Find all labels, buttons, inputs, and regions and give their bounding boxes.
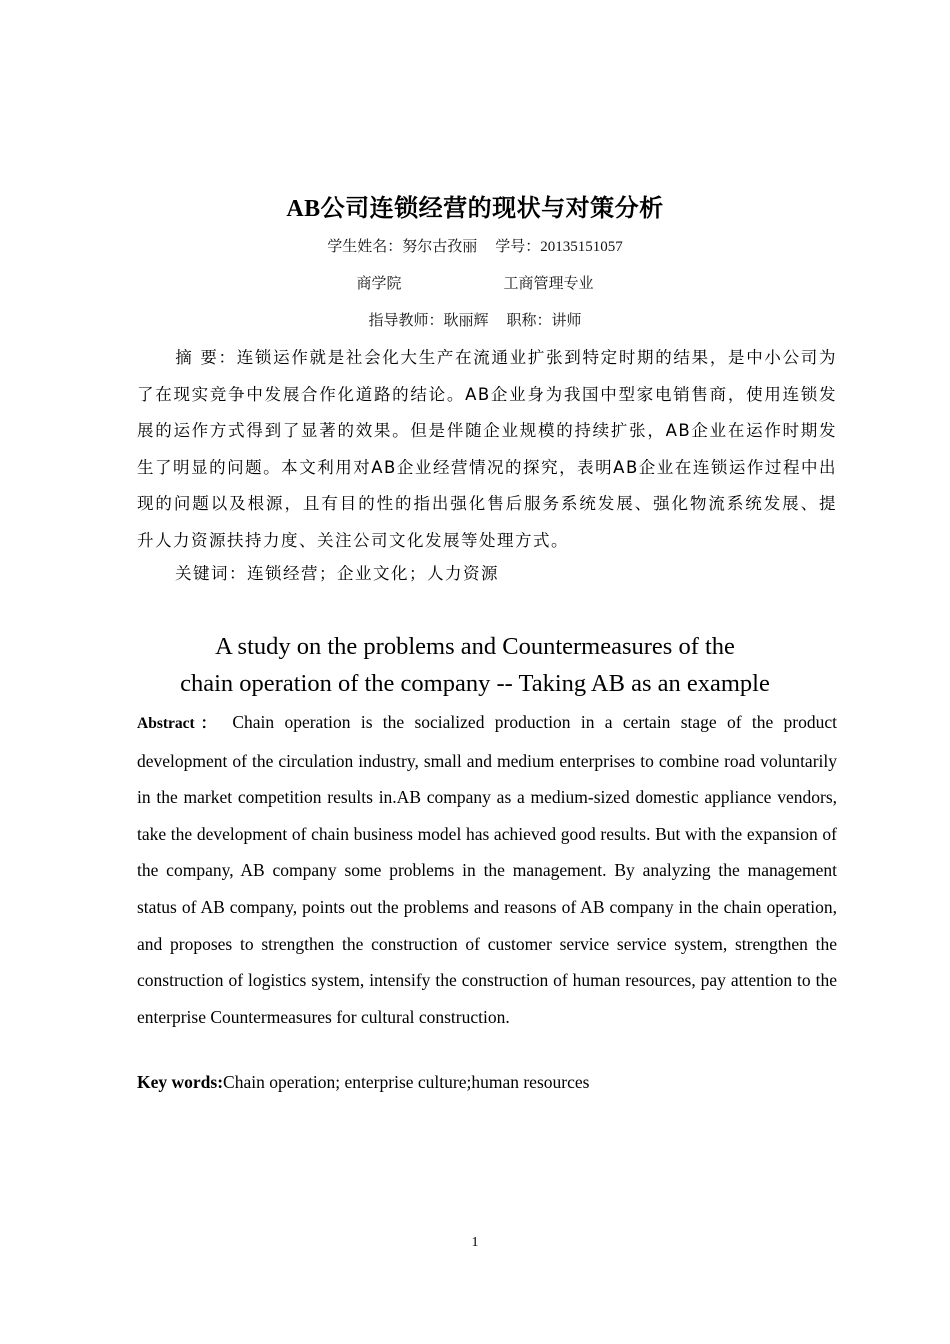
keywords-cn-text: 连锁经营；企业文化；人力资源 xyxy=(247,564,499,583)
keywords-cn-label: 关键词： xyxy=(175,564,247,583)
paper-title-en xyxy=(0,628,950,702)
paper-title-en-line1: A study on the problems and Countermeasures of the xyxy=(215,633,735,660)
department-info xyxy=(0,272,950,293)
keywords-en-label: Key words: xyxy=(137,1072,224,1092)
advisor-info xyxy=(0,309,950,330)
abstract-cn xyxy=(137,340,837,559)
keywords-en xyxy=(137,1072,589,1093)
abstract-cn-label: 摘 要： xyxy=(175,348,237,367)
student-info xyxy=(0,235,950,256)
paper-title-en-line2: chain operation of the company -- Taking AB as an example xyxy=(180,670,770,697)
keywords-cn xyxy=(175,560,499,584)
student-id: 学号：20135151057 xyxy=(495,239,623,255)
abstract-cn-text: 连锁运作就是社会化大生产在流通业扩张到特定时期的结果，是中小公司为了在现实竞争中发展合作化道路的结论。AB企业身为我国中型家电销售商，使用连锁发展的运作方式得到了显著的效果。但是伴随企业规模的持续扩张，AB企业在运作时期发生了明显的问题。本文利用对AB企业经营情况的探究，表明AB企业在连锁运作过程中出现的问题以及根源，且有目的性的指出强化售后服务系统发展、强化物流系统发展、提升人力资源扶持力度、关注公司文化发展等处理方式。 xyxy=(137,348,838,550)
page-number: 1 xyxy=(471,1235,479,1250)
advisor-title: 职称：讲师 xyxy=(506,313,582,329)
student-name: 学生姓名：努尔古孜丽 xyxy=(327,239,478,255)
keywords-en-text: Chain operation; enterprise culture;human resources xyxy=(223,1072,590,1092)
abstract-en xyxy=(137,704,837,1035)
paper-title-cn: AB公司连锁经营的现状与对策分析 xyxy=(286,196,664,222)
school-name: 商学院 xyxy=(356,276,402,292)
advisor-name: 指导教师：耿丽辉 xyxy=(368,313,489,329)
abstract-en-label: Abstract： xyxy=(137,715,223,732)
major-name: 工商管理专业 xyxy=(503,276,594,292)
abstract-en-text: Chain operation is the socialized production in a certain stage of the product development of the circulation industry, small and medium enterprises to combine road voluntarily in the market competition results in.AB company as a medium-sized domestic appliance vendors, take the development of chain business model has achieved good results. But with the expansion of the company, AB company some problems in the management. By analyzing the management status of AB company, points out the problems and reasons of AB company in the chain operation, and proposes to strengthen the construction of customer service service system, strengthen the construction of logistics system, intensify the construction of human resources, pay attention to the enterprise Countermeasures for cultural construction. xyxy=(137,712,837,1027)
